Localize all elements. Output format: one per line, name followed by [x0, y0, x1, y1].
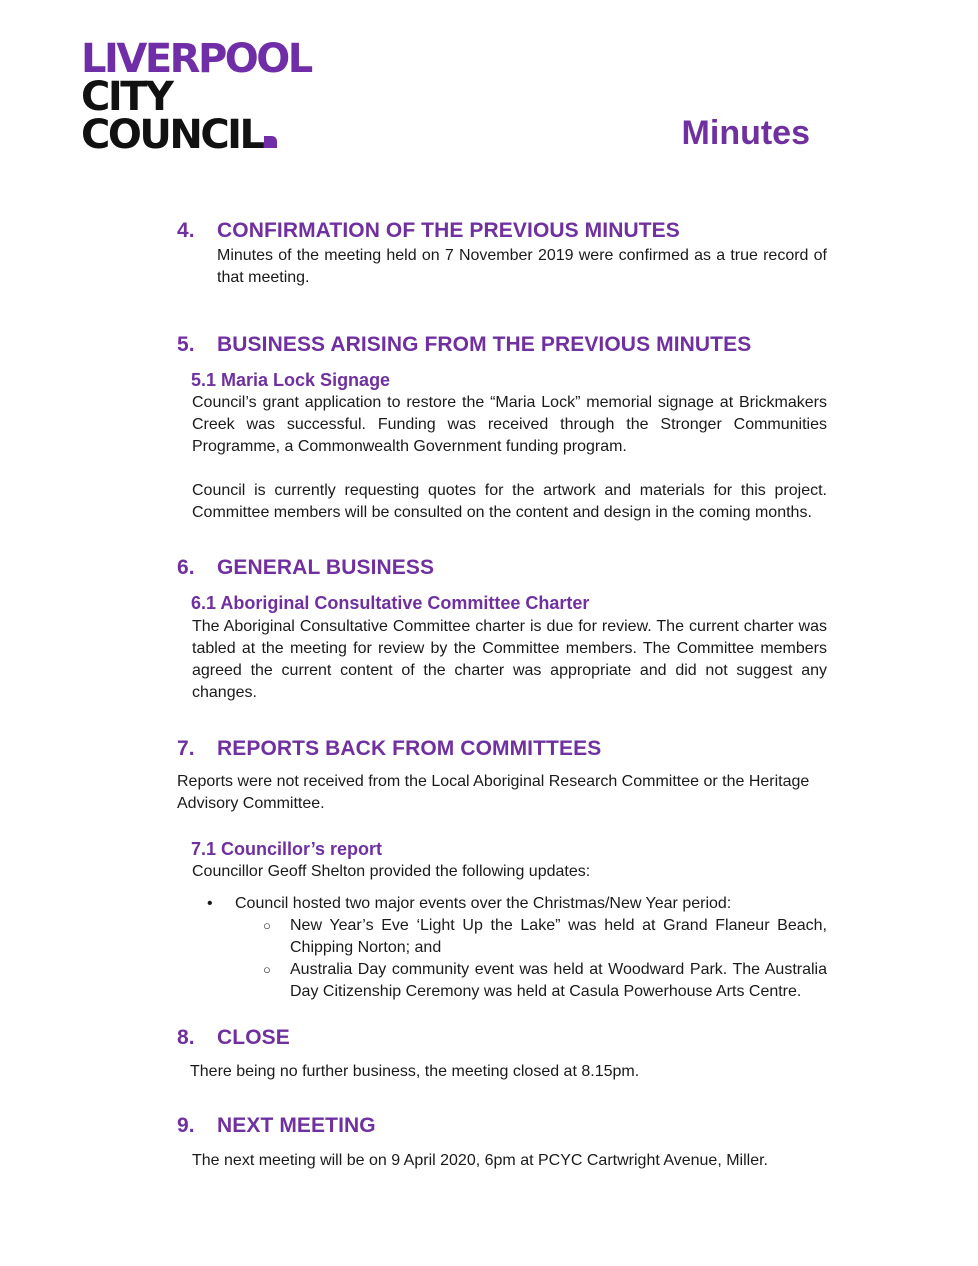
- section-7-intro: Councillor Geoff Shelton provided the following updates:: [192, 863, 591, 880]
- section-5-body-2: Council is currently requesting quotes for the artwork and materials for this project. Committee members will be consulted on the content and design in the coming months.: [192, 482, 827, 521]
- sub-item-text: Australia Day community event was held at Woodward Park. The Australia Day Citizenship Ceremony was held at Casula Powerhouse Arts Centre.: [290, 961, 827, 1000]
- section-title: CLOSE: [217, 1026, 290, 1049]
- section-4-body: Minutes of the meeting held on 7 November 2019 were confirmed as a true record of that meeting.: [217, 247, 827, 286]
- section-number: 4.: [177, 219, 195, 242]
- subsection-heading-5-1: 5.1 Maria Lock Signage: [191, 370, 391, 390]
- section-number: 9.: [177, 1114, 195, 1137]
- section-5-body-1: Council’s grant application to restore the “Maria Lock” memorial signage at Brickmakers Creek was successful. Funding was received through the Stronger Communities Programme, a Commonwealth Government funding program.: [192, 394, 827, 455]
- bullet-icon: •: [207, 895, 213, 912]
- section-title: GENERAL BUSINESS: [217, 556, 435, 579]
- section-title: NEXT MEETING: [217, 1114, 376, 1137]
- section-number: 7.: [177, 737, 195, 760]
- section-title: CONFIRMATION OF THE PREVIOUS MINUTES: [217, 219, 680, 242]
- section-number: 5.: [177, 333, 195, 356]
- circle-bullet-icon: ○: [263, 962, 271, 977]
- document-type-title: Minutes: [681, 114, 810, 152]
- logo-line-council-text: COUNCIL: [81, 112, 263, 158]
- section-heading-9: [177, 1114, 376, 1138]
- section-number: 6.: [177, 556, 195, 579]
- section-heading-6: [177, 556, 434, 580]
- list-item: [207, 893, 827, 1003]
- council-logo: [81, 36, 311, 158]
- section-heading-8: [177, 1026, 290, 1050]
- logo-line-council: [81, 112, 311, 158]
- section-9-body: The next meeting will be on 9 April 2020, 6pm at PCYC Cartwright Avenue, Miller.: [192, 1152, 768, 1169]
- section-8-body: There being no further business, the meeting closed at 8.15pm.: [190, 1063, 640, 1080]
- sub-item-text: New Year’s Eve ‘Light Up the Lake” was held at Grand Flaneur Beach, Chipping Norton; and: [290, 917, 827, 956]
- logo-line-city: CITY: [81, 74, 172, 120]
- logo-line-liverpool: LIVERPOOL: [81, 36, 311, 82]
- sub-list: [235, 915, 827, 1003]
- logo-mark-icon: [264, 136, 277, 148]
- circle-bullet-icon: ○: [263, 918, 271, 933]
- section-7-body: Reports were not received from the Local Aboriginal Research Committee or the Heritage Advisory Committee.: [177, 773, 810, 812]
- sub-list-item: [235, 959, 827, 1003]
- subsection-heading-6-1: 6.1 Aboriginal Consultative Committee Charter: [191, 593, 590, 613]
- section-heading-4: [177, 219, 680, 243]
- section-heading-5: [177, 333, 751, 357]
- subsection-heading-7-1: 7.1 Councillor’s report: [191, 839, 383, 859]
- section-number: 8.: [177, 1026, 195, 1049]
- section-6-body: The Aboriginal Consultative Committee charter is due for review. The current charter was tabled at the meeting for review by the Committee members. The Committee members agreed the current content of the charter was appropriate and did not suggest any changes.: [192, 618, 827, 701]
- updates-list: [207, 893, 827, 1003]
- section-title: REPORTS BACK FROM COMMITTEES: [217, 737, 602, 760]
- section-heading-7: [177, 737, 601, 761]
- sub-list-item: [235, 915, 827, 959]
- bullet-text: Council hosted two major events over the Christmas/New Year period:: [235, 895, 732, 912]
- section-title: BUSINESS ARISING FROM THE PREVIOUS MINUTES: [217, 333, 752, 356]
